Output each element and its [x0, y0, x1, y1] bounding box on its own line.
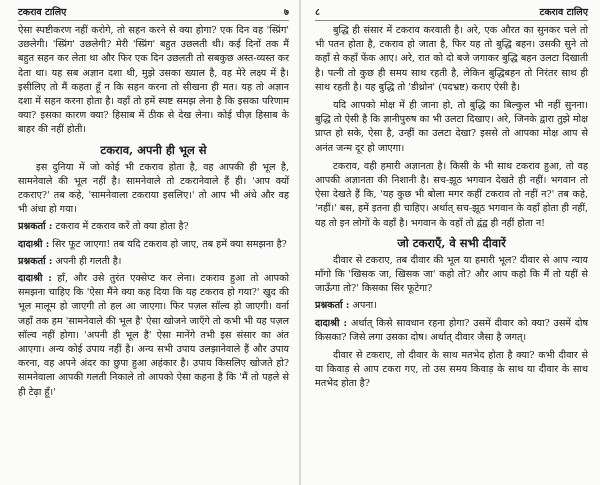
left-page-header [18, 6, 289, 21]
speaker-label: दादाश्री : [315, 317, 348, 329]
paragraph: इस दुनिया में जो कोई भी टकराव होता है, वह आपकी ही भूल है, सामनेवाले की भूल नहीं है। सामनेवाले तो टकरानेवाले हैं ही। 'आप क्यों टकराए?' तब कहे, 'सामनेवाला टकराया इसलिए।' तो आप भी अंधे और वह भी अंधा हो गया। [18, 161, 289, 216]
paragraph: ऐसा स्पष्टीकरण नहीं करोगे, तो सहन करने से क्या होगा? एक दिन वह 'स्प्रिंग' उछलेगी। 'स्प्रिंग' उछलेगी? मेरी 'स्प्रिंग' बहुत उछलती थी। कई दिनों तक मैं बहुत सहन कर लेता था और फिर एक दिन उछलती तो सबकुछ अस्त-व्यस्त कर देता था। यह सब अज्ञान दशा थी, मुझे उसका ख्याल है, वह मेरे लक्ष्य में है। इसीलिए तो मैं कहता हूँ न कि सहन करना तो सीखना ही मत। यह तो अज्ञान दशा में सहन करना होता है। वहाँ तो हमें स्पष्ट समझ लेना है कि इसका परिणाम क्या? इसका कारण क्या? हिसाब में ठीक से देख लेना। कोई चीज़ हिसाब के बाहर की नहीं होती। [18, 25, 289, 136]
answer [18, 272, 289, 400]
paragraph: बुद्धि ही संसार में टकराव करवाती है। अरे, एक औरत का सुनकर चले तो भी पतन होता है, टकराव हो जाता है, फिर यह तो बुद्धि बहन। उसकी सुने तो कहाँ से कहाँ फेंक आए। अरे, रात को दो बजे जगाकर बुद्धि बहन उलटा दिखाती है। पत्नी तो कुछ ही समय साथ रहती है, लेकिन बुद्धिबहन तो निरंतर साथ ही साथ रहती है। यह बुद्धि तो 'डीथ्रोन' (पदभ्रष्ट) कराए ऐसी है। [315, 25, 588, 93]
answer-text: हाँ, और उसे तुरंत एक्सेप्ट कर लेना। टकराव हुआ तो आपको समझना चाहिए कि 'ऐसा मैंने क्या कह दिया कि यह टकराव हो गया?' खुद की भूल मालूम हो जाएगी तो हल आ जाएगा। फिर पज़ल सॉल्व हो जाएगी। वर्ना जहाँ तक हम 'सामनेवाले की भूल है' ऐसा खोजने जाएँगे तो कभी भी यह पज़ल सॉल्व नहीं होगा। 'अपनी ही भूल है' ऐसा मानेंगे तभी इस संसार का अंत आएगा। अन्य कोई उपाय नहीं है। अन्य सभी उपाय उलझानेवाले हैं और उपाय करना, वह अपने अंदर का छुपा हुआ अहंकार है। उपाय किसलिए खोजते हो? सामनेवाला आपकी गलती निकाले तो आपको ऐसा कहना है कि 'मैं तो पहले से ही टेढ़ा हूँ।' [18, 273, 289, 398]
question-text: टकराव में टकराव करें तो क्या होता है? [55, 221, 189, 233]
page-number: ८ [315, 7, 320, 18]
paragraph: दीवार से टकराए, तो दीवार के साथ मतभेद होता है क्या? कभी दीवार से या किवाड़ से आप टकरा गए, तो उस समय किवाड़ के साथ या दीवार के साथ मतभेद होता है? [315, 350, 588, 390]
question-text: अपनी ही गलती है। [55, 255, 122, 267]
section-heading: जो टकराएँ, वे सभी दीवारें [397, 235, 506, 250]
paragraph: यदि आपको मोक्ष में ही जाना हो, तो बुद्धि का बिल्कुल भी नहीं सुनना। बुद्धि तो ऐसी है कि ज्ञानीपुरुष का भी उलटा दिखाए। अरे, जिनके द्वारा तुझे मोक्ष प्राप्त हो सके, ऐसा है, उन्हीं का उलटा देखा? इससे तो आपका मोक्ष आप से अनंत जन्म दूर हो जाएगा। [315, 100, 588, 154]
speaker-label: दादाश्री : [18, 238, 50, 250]
question [18, 220, 289, 234]
answer-text: सिर फूट जाएगा! तब यदि टकराव हो जाए, तब हमें क्या समझना है? [52, 238, 287, 250]
speaker-label: प्रश्नकर्ता : [315, 300, 350, 312]
right-page-header [315, 6, 588, 21]
question [18, 255, 289, 269]
section-heading: टकराव, अपनी ही भूल से [100, 142, 207, 157]
running-title: टकराव टालिए [539, 7, 588, 18]
answer-text: अर्थात् किसे सावधान रहना होगा? उसमें दीवार को क्या? उसमें दोष किसका? जिसे लगा उसका दोष। अर्थात् दीवार जैसा है जगत्। [315, 317, 588, 343]
running-title: टकराव टालिए [18, 7, 67, 18]
question [315, 299, 588, 313]
question-text: अपना। [352, 300, 377, 312]
left-page [0, 0, 299, 485]
page-number: ७ [284, 7, 289, 18]
speaker-label: प्रश्नकर्ता : [18, 255, 53, 267]
paragraph: दीवार से टकराए, तब दीवार की भूल या हमारी भूल? दीवार से आप न्याय माँगो कि 'खिसक जा, खिसक जा' कहो तो? और आप कहो कि मैं तो यहीं से जाऊँगा तो?' किसका सिर फूटेगा? [315, 254, 588, 295]
paragraph: टकराव, वही हमारी अज्ञानता है। किसी के भी साथ टकराव हुआ, तो वह आपकी अज्ञानता की निशानी है। सच-झूठ भगवान देखते ही नहीं। भगवान तो ऐसा देखते हैं कि, 'यह कुछ भी बोला मगर कहीं टकराव तो नहीं न?' तब कहे, 'नहीं।' बस, हमें इतना ही चाहिए। अर्थात् सच-झूठ भगवान के वहाँ होता ही नहीं, यह तो इन लोगों के वहाँ है। भगवान के वहाँ तो द्वंद्व ही नहीं होता न! [315, 160, 588, 229]
speaker-label: दादाश्री : [18, 273, 52, 285]
speaker-label: प्रश्नकर्ता : [18, 221, 53, 233]
answer [18, 238, 289, 252]
answer [315, 317, 588, 345]
right-page [301, 0, 600, 485]
